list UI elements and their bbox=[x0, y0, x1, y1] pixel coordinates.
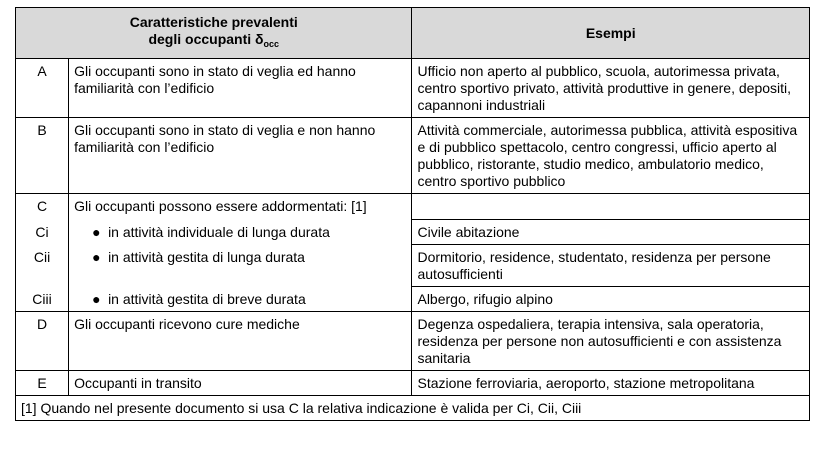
row-description: Occupanti in transito bbox=[69, 371, 412, 396]
header-characteristics-line2: degli occupanti δ bbox=[148, 31, 264, 47]
bullet-icon: ● bbox=[92, 290, 101, 307]
row-description: Gli occupanti possono essere addormentati: [1] bbox=[69, 194, 412, 220]
row-examples: Degenza ospedaliera, terapia intensiva, sala operatoria, residenza per persone non autosufficienti e con assistenza sanitaria bbox=[412, 312, 810, 371]
row-examples: Dormitorio, residence, studentato, residenza per persone autosufficienti bbox=[412, 245, 810, 287]
row-description bbox=[69, 287, 412, 312]
row-code: A bbox=[16, 59, 69, 118]
header-characteristics bbox=[16, 8, 412, 59]
row-examples: Civile abitazione bbox=[412, 220, 810, 245]
table-row bbox=[16, 220, 810, 245]
table-row bbox=[16, 371, 810, 396]
row-code: Ciii bbox=[16, 287, 69, 312]
header-characteristics-line1: Caratteristiche prevalenti bbox=[129, 14, 298, 30]
row-description-text: in attività gestita di lunga durata bbox=[108, 248, 305, 265]
row-examples: Ufficio non aperto al pubblico, scuola, autorimessa privata, centro sportivo privato, attività produttive in genere, depositi, capannoni industriali bbox=[412, 59, 810, 118]
header-subscript: occ bbox=[263, 39, 280, 49]
row-examples: Attività commerciale, autorimessa pubblica, attività espositiva e di pubblico spettacolo, centro congressi, ufficio aperto al pubblico, ristorante, studio medico, ambulatorio medico, centro sportivo pubblico bbox=[412, 118, 810, 194]
occupant-characteristics-table bbox=[15, 7, 810, 421]
footnote-row bbox=[16, 396, 810, 421]
row-description-text: in attività individuale di lunga durata bbox=[108, 223, 330, 240]
row-description: Gli occupanti sono in stato di veglia ed hanno familiarità con l’edificio bbox=[69, 59, 412, 118]
footnote: [1] Quando nel presente documento si usa C la relativa indicazione è valida per Ci, Cii, Ciii bbox=[16, 396, 810, 421]
row-examples: Stazione ferroviaria, aeroporto, stazione metropolitana bbox=[412, 371, 810, 396]
row-code: D bbox=[16, 312, 69, 371]
row-code: Cii bbox=[16, 245, 69, 287]
row-examples bbox=[412, 194, 810, 220]
table-row bbox=[16, 118, 810, 194]
table-row bbox=[16, 59, 810, 118]
row-description bbox=[69, 220, 412, 245]
row-code: B bbox=[16, 118, 69, 194]
row-code: Ci bbox=[16, 220, 69, 245]
table-row bbox=[16, 245, 810, 287]
row-examples: Albergo, rifugio alpino bbox=[412, 287, 810, 312]
header-examples: Esempi bbox=[412, 8, 810, 59]
row-code: E bbox=[16, 371, 69, 396]
table-row bbox=[16, 194, 810, 220]
row-description bbox=[69, 245, 412, 287]
bullet-icon: ● bbox=[92, 223, 101, 240]
table-row bbox=[16, 287, 810, 312]
bullet-icon: ● bbox=[92, 248, 101, 265]
table-row bbox=[16, 312, 810, 371]
row-description-text: in attività gestita di breve durata bbox=[108, 290, 306, 307]
row-description: Gli occupanti sono in stato di veglia e non hanno familiarità con l’edificio bbox=[69, 118, 412, 194]
row-code: C bbox=[16, 194, 69, 220]
header-row bbox=[16, 8, 810, 59]
row-description: Gli occupanti ricevono cure mediche bbox=[69, 312, 412, 371]
